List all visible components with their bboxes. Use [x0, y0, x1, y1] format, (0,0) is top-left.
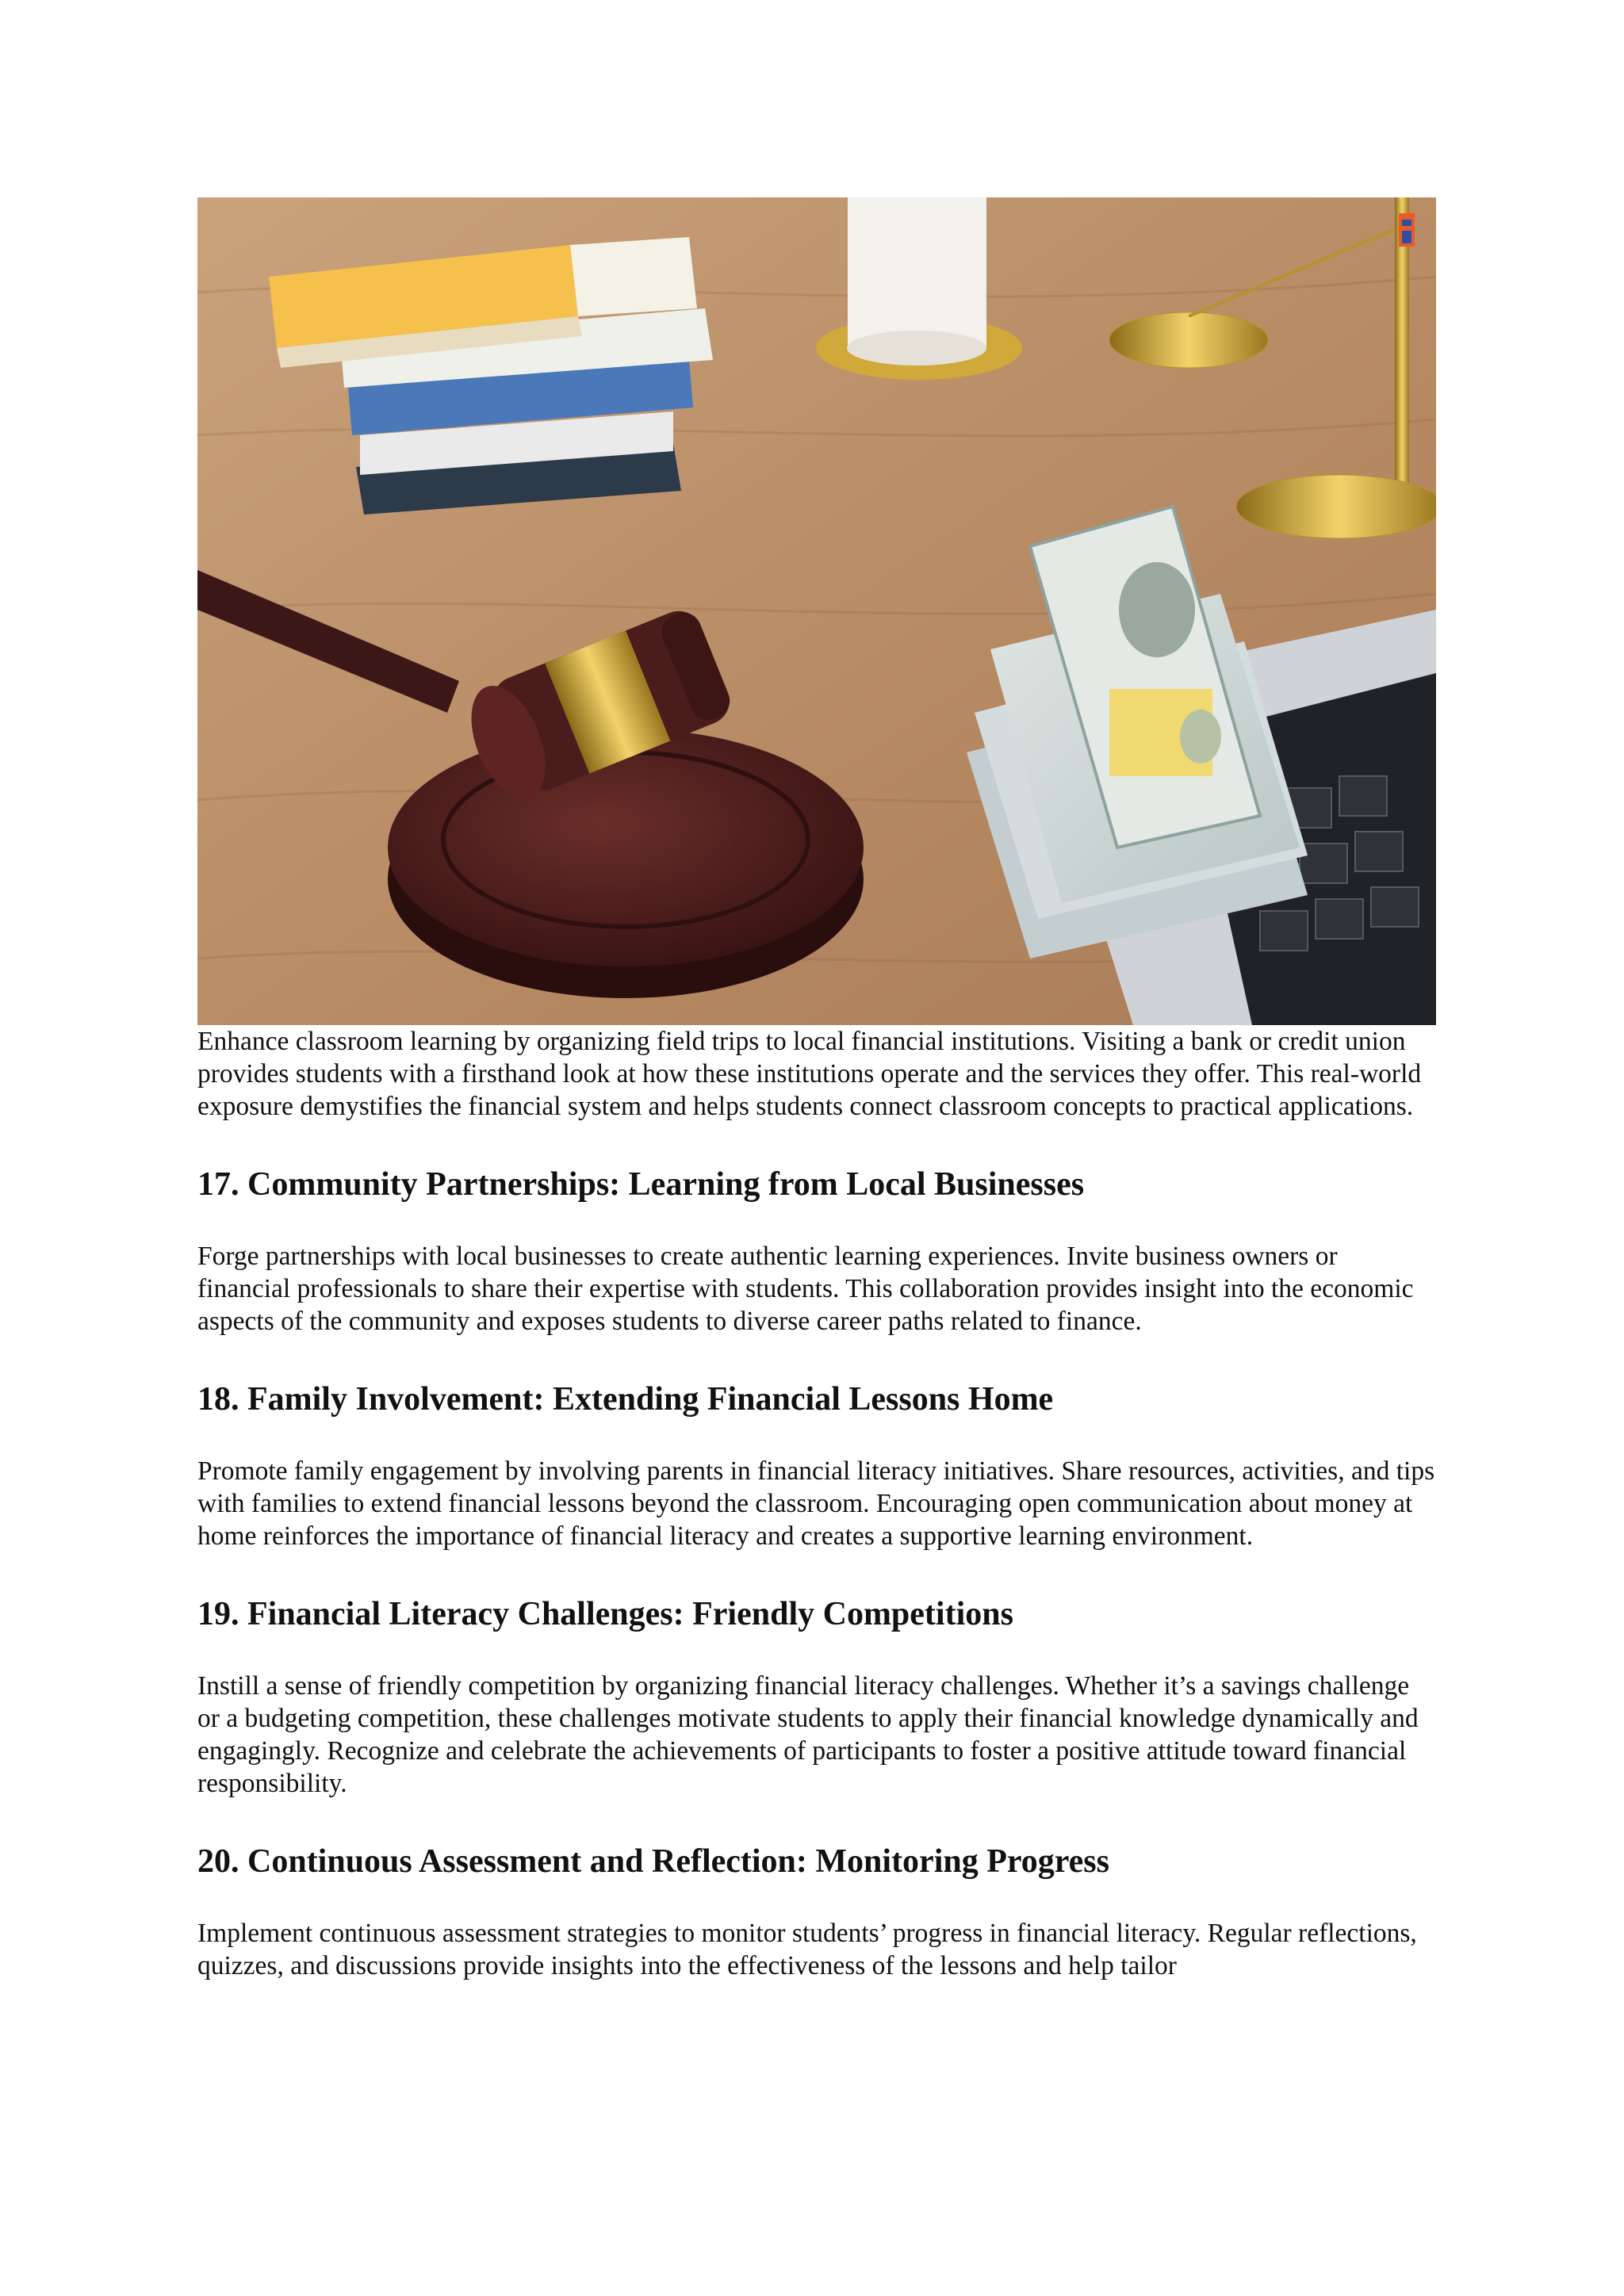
heading-18: 18. Family Involvement: Extending Financial Lessons Home: [197, 1381, 1054, 1418]
intro-paragraph: Enhance classroom learning by organizing field trips to local financial institutions. Visiting a bank or credit union provides students with a firsthand look at how these institutions operate and the services they offer. This real-world exposure demystifies the financial system and helps students connect classroom concepts to practical applications.: [197, 1027, 1422, 1121]
paragraph-17: Forge partnerships with local businesses to create authentic learning experiences. Invite business owners or financial professionals to share their expertise with students. This collaboration provides insight into the economic aspects of the community and exposes students to diverse career paths related to finance.: [197, 1242, 1414, 1336]
document-page: [197, 197, 1436, 1982]
heading-17: 17. Community Partnerships: Learning from Local Businesses: [197, 1166, 1085, 1203]
heading-20: 20. Continuous Assessment and Reflection: Monitoring Progress: [197, 1843, 1109, 1880]
site-logo-icon: [1399, 213, 1415, 247]
paragraph-19: Instill a sense of friendly competition by organizing financial literacy challenges. Whether it’s a savings challenge or a budgeting competition, these challenges motivate students to apply their financial knowledge dynamically and engagingly. Recognize and celebrate the achievements of participants to foster a positive attitude toward financial responsibility.: [197, 1671, 1419, 1798]
paragraph-20: Implement continuous assessment strategies to monitor students’ progress in financial literacy. Regular reflections, quizzes, and discussions provide insights into the effectiveness of the lessons and help tailor: [197, 1919, 1417, 1980]
paragraph-18: Promote family engagement by involving parents in financial literacy initiatives. Share resources, activities, and tips with families to extend financial lessons beyond the classroom. Encouraging open communication about money at home reinforces the importance of financial literacy and creates a supportive learning environment.: [197, 1456, 1435, 1551]
hero-photo: [197, 197, 1436, 1025]
gavel-money-illustration: [197, 197, 1436, 1025]
heading-19: 19. Financial Literacy Challenges: Friendly Competitions: [197, 1596, 1013, 1632]
